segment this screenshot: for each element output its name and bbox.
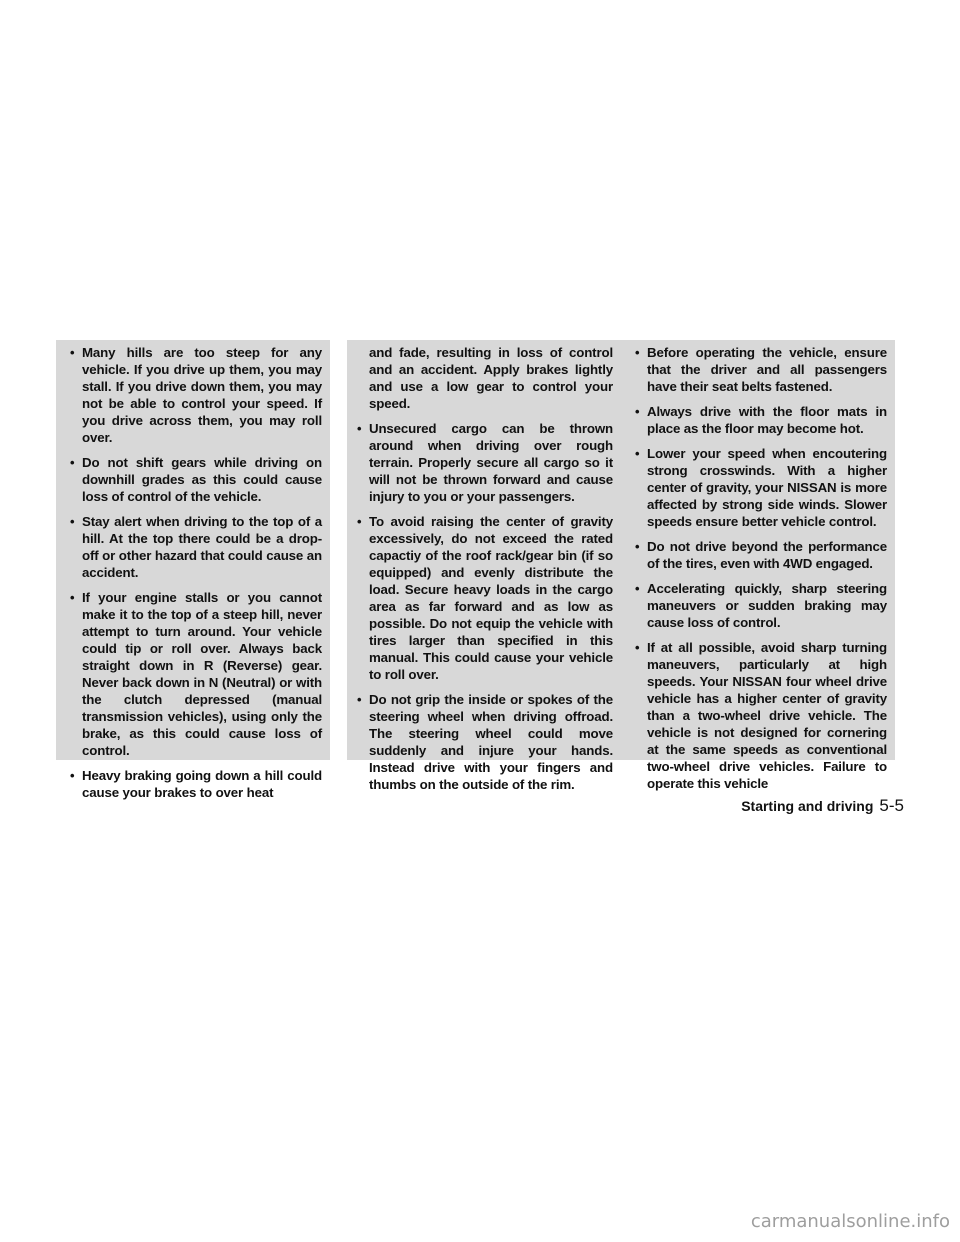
continuation-text: [357, 344, 613, 412]
item-text: If your engine stalls or you cannot make it to the top of a steep hill, never attempt to turn around. Your vehicle could tip or roll over. Always back straight down in R (Reverse) gear. Never back down in N (Neutral) or with the clutch depressed (manual transmission vehicles), using only the brake, as this could cause loss of control.: [82, 590, 322, 758]
item-text: Do not grip the inside or spokes of the steering wheel when driving offroad. The steering wheel could move suddenly and injure your hands. Instead drive with your fingers and thumbs on the outside of the rim.: [369, 692, 613, 792]
bullet-icon: •: [70, 768, 75, 783]
bullet-item: [70, 767, 322, 801]
bullet-item: [635, 639, 887, 792]
warning-column-2: [347, 340, 621, 792]
bullet-icon: •: [635, 640, 640, 655]
bullet-item: [635, 403, 887, 437]
bullet-icon: •: [635, 539, 640, 554]
item-text: Accelerating quickly, sharp steering maneuvers or sudden braking may cause loss of control.: [647, 581, 887, 630]
item-text: Do not drive beyond the performance of the tires, even with 4WD engaged.: [647, 539, 887, 571]
bullet-icon: •: [357, 692, 362, 707]
warning-column-1: [56, 340, 330, 800]
bullet-item: [357, 691, 613, 793]
item-text: Lower your speed when encoutering strong crosswinds. With a higher center of gravity, your NISSAN is more affected by strong side winds. Slower speeds ensure better vehicle control.: [647, 446, 887, 529]
watermark: carmanualsonline.info: [750, 1211, 950, 1232]
bullet-item: [70, 589, 322, 759]
item-text: Unsecured cargo can be thrown around when driving over rough terrain. Properly secure all cargo so it will not be thrown forward and cause injury to you or your passengers.: [369, 421, 613, 504]
bullet-item: [635, 538, 887, 572]
page-footer: [741, 796, 904, 816]
bullet-item: [635, 445, 887, 530]
bullet-icon: •: [70, 455, 75, 470]
bullet-item: [70, 454, 322, 505]
item-text: and fade, resulting in loss of control and an accident. Apply brakes lightly and use a low gear to control your speed.: [369, 345, 613, 411]
item-text: If at all possible, avoid sharp turning maneuvers, particularly at high speeds. Your NISSAN four wheel drive vehicle has a higher center of gravity than a two-wheel drive vehicle. The vehicle is not designed for cornering at the same speeds as conventional two-wheel drive vehicles. Failure to operate this vehicle: [647, 640, 887, 791]
bullet-icon: •: [70, 514, 75, 529]
page-number: 5-5: [879, 796, 904, 815]
bullet-icon: •: [70, 590, 75, 605]
bullet-item: [635, 344, 887, 395]
item-text: Do not shift gears while driving on downhill grades as this could cause loss of control of the vehicle.: [82, 455, 322, 504]
bullet-icon: •: [357, 514, 362, 529]
bullet-icon: •: [357, 421, 362, 436]
item-text: To avoid raising the center of gravity excessively, do not exceed the rated capactiy of the roof rack/gear bin (if so equipped) and evenly distribute the load. Secure heavy loads in the cargo area as far forward and as low as possible. Do not equip the vehicle with tires larger than specified in this manual. This could cause your vehicle to roll over.: [369, 514, 613, 682]
item-text: Always drive with the floor mats in place as the floor may become hot.: [647, 404, 887, 436]
item-text: Stay alert when driving to the top of a hill. At the top there could be a drop-off or other hazard that could cause an accident.: [82, 514, 322, 580]
bullet-icon: •: [635, 581, 640, 596]
item-text: Heavy braking going down a hill could cause your brakes to over heat: [82, 768, 322, 800]
bullet-item: [70, 513, 322, 581]
bullet-icon: •: [635, 446, 640, 461]
bullet-icon: •: [70, 345, 75, 360]
section-title: Starting and driving: [741, 798, 874, 814]
bullet-item: [357, 420, 613, 505]
bullet-item: [70, 344, 322, 446]
bullet-icon: •: [635, 404, 640, 419]
bullet-icon: •: [635, 345, 640, 360]
item-text: Before operating the vehicle, ensure that the driver and all passengers have their seat belts fastened.: [647, 345, 887, 394]
bullet-item: [635, 580, 887, 631]
bullet-item: [357, 513, 613, 683]
item-text: Many hills are too steep for any vehicle. If you drive up them, you may stall. If you drive down them, you may not be able to control your speed. If you drive across them, you may roll over.: [82, 345, 322, 445]
warning-column-3: [621, 340, 895, 791]
